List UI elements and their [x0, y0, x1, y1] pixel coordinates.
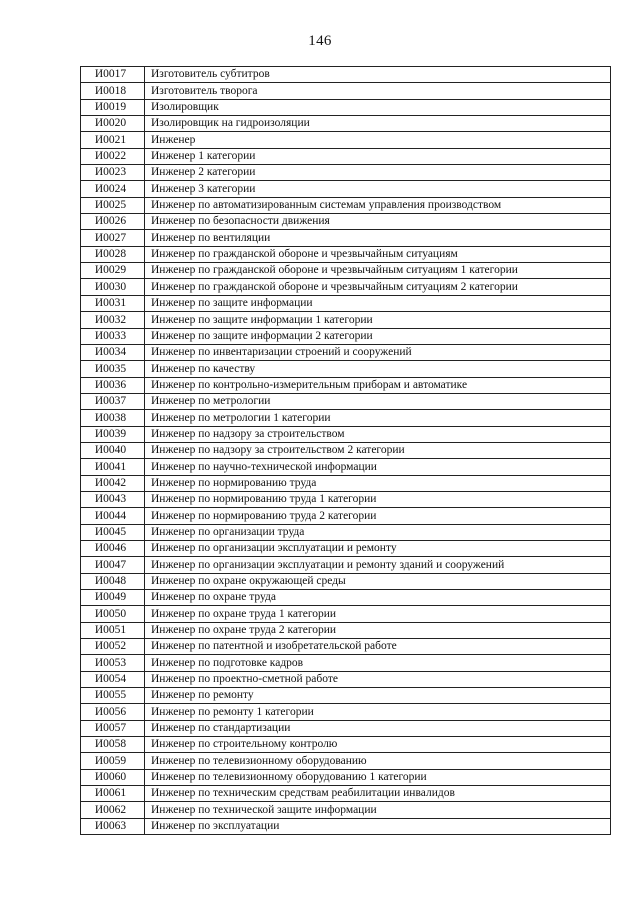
- profession-name-cell: Инженер по защите информации 2 категории: [145, 328, 611, 344]
- profession-code-cell: И0051: [81, 622, 145, 638]
- profession-code-cell: И0040: [81, 442, 145, 458]
- table-row: [81, 377, 611, 393]
- profession-code-cell: И0063: [81, 818, 145, 834]
- profession-code-cell: И0034: [81, 344, 145, 360]
- profession-code-cell: И0017: [81, 67, 145, 83]
- table-row: [81, 540, 611, 556]
- table-row: [81, 67, 611, 83]
- profession-code-cell: И0048: [81, 573, 145, 589]
- profession-name-cell: Инженер по техническим средствам реабилитации инвалидов: [145, 786, 611, 802]
- table-row: [81, 655, 611, 671]
- profession-name-cell: Инженер по организации эксплуатации и ремонту зданий и сооружений: [145, 557, 611, 573]
- profession-codes-table: [80, 66, 611, 835]
- profession-code-cell: И0029: [81, 263, 145, 279]
- profession-code-cell: И0032: [81, 312, 145, 328]
- profession-name-cell: Изолировщик: [145, 99, 611, 115]
- table-row: [81, 818, 611, 834]
- table-row: [81, 328, 611, 344]
- profession-code-cell: И0036: [81, 377, 145, 393]
- table-row: [81, 590, 611, 606]
- profession-code-cell: И0043: [81, 491, 145, 507]
- profession-code-cell: И0054: [81, 671, 145, 687]
- profession-code-cell: И0035: [81, 361, 145, 377]
- profession-name-cell: Инженер по нормированию труда 2 категории: [145, 508, 611, 524]
- profession-code-cell: И0058: [81, 737, 145, 753]
- profession-code-cell: И0056: [81, 704, 145, 720]
- profession-name-cell: Инженер по строительному контролю: [145, 737, 611, 753]
- profession-name-cell: Инженер по охране окружающей среды: [145, 573, 611, 589]
- profession-name-cell: Инженер по защите информации: [145, 295, 611, 311]
- profession-code-cell: И0062: [81, 802, 145, 818]
- profession-name-cell: Инженер по охране труда 1 категории: [145, 606, 611, 622]
- profession-code-cell: И0033: [81, 328, 145, 344]
- profession-code-cell: И0045: [81, 524, 145, 540]
- profession-name-cell: Инженер по гражданской обороне и чрезвычайным ситуациям 1 категории: [145, 263, 611, 279]
- table-row: [81, 295, 611, 311]
- profession-code-cell: И0019: [81, 99, 145, 115]
- profession-name-cell: Инженер по ремонту: [145, 688, 611, 704]
- profession-name-cell: Инженер по стандартизации: [145, 720, 611, 736]
- table-row: [81, 802, 611, 818]
- table-row: [81, 214, 611, 230]
- profession-code-cell: И0028: [81, 246, 145, 262]
- profession-code-cell: И0021: [81, 132, 145, 148]
- profession-name-cell: Инженер по патентной и изобретательской работе: [145, 639, 611, 655]
- profession-code-cell: И0047: [81, 557, 145, 573]
- profession-name-cell: Инженер по ремонту 1 категории: [145, 704, 611, 720]
- profession-name-cell: Инженер по нормированию труда 1 категории: [145, 491, 611, 507]
- profession-name-cell: Инженер по метрологии 1 категории: [145, 410, 611, 426]
- table-row: [81, 639, 611, 655]
- table-row: [81, 393, 611, 409]
- profession-name-cell: Инженер по надзору за строительством: [145, 426, 611, 442]
- profession-code-cell: И0052: [81, 639, 145, 655]
- profession-name-cell: Изготовитель субтитров: [145, 67, 611, 83]
- profession-code-cell: И0050: [81, 606, 145, 622]
- table-row: [81, 671, 611, 687]
- profession-code-cell: И0022: [81, 148, 145, 164]
- table-row: [81, 246, 611, 262]
- profession-name-cell: Инженер 1 категории: [145, 148, 611, 164]
- table-row: [81, 786, 611, 802]
- table-row: [81, 704, 611, 720]
- profession-code-cell: И0059: [81, 753, 145, 769]
- profession-name-cell: Инженер по нормированию труда: [145, 475, 611, 491]
- profession-code-cell: И0044: [81, 508, 145, 524]
- profession-code-cell: И0018: [81, 83, 145, 99]
- profession-code-cell: И0039: [81, 426, 145, 442]
- table-row: [81, 508, 611, 524]
- table-row: [81, 197, 611, 213]
- table-row: [81, 737, 611, 753]
- table-row: [81, 491, 611, 507]
- table-row: [81, 312, 611, 328]
- profession-code-cell: И0041: [81, 459, 145, 475]
- profession-code-cell: И0027: [81, 230, 145, 246]
- profession-name-cell: Инженер по автоматизированным системам управления производством: [145, 197, 611, 213]
- table-row: [81, 279, 611, 295]
- profession-code-cell: И0020: [81, 116, 145, 132]
- profession-code-cell: И0042: [81, 475, 145, 491]
- profession-code-cell: И0053: [81, 655, 145, 671]
- table-row: [81, 426, 611, 442]
- profession-code-cell: И0057: [81, 720, 145, 736]
- table-row: [81, 753, 611, 769]
- profession-code-cell: И0049: [81, 590, 145, 606]
- table-row: [81, 769, 611, 785]
- profession-name-cell: Инженер по надзору за строительством 2 категории: [145, 442, 611, 458]
- profession-name-cell: Инженер по телевизионному оборудованию 1 категории: [145, 769, 611, 785]
- table-row: [81, 344, 611, 360]
- table-row: [81, 557, 611, 573]
- table-row: [81, 165, 611, 181]
- profession-code-cell: И0024: [81, 181, 145, 197]
- table-row: [81, 606, 611, 622]
- profession-name-cell: Инженер 3 категории: [145, 181, 611, 197]
- table-row: [81, 475, 611, 491]
- table-row: [81, 459, 611, 475]
- table-row: [81, 99, 611, 115]
- profession-name-cell: Инженер по телевизионному оборудованию: [145, 753, 611, 769]
- table-body: [81, 67, 611, 835]
- profession-name-cell: Инженер по технической защите информации: [145, 802, 611, 818]
- profession-code-cell: И0055: [81, 688, 145, 704]
- profession-code-cell: И0038: [81, 410, 145, 426]
- profession-code-cell: И0030: [81, 279, 145, 295]
- table-row: [81, 442, 611, 458]
- table-row: [81, 132, 611, 148]
- table-row: [81, 263, 611, 279]
- table-row: [81, 181, 611, 197]
- table-row: [81, 688, 611, 704]
- profession-name-cell: Инженер по гражданской обороне и чрезвычайным ситуациям 2 категории: [145, 279, 611, 295]
- profession-name-cell: Инженер по организации эксплуатации и ремонту: [145, 540, 611, 556]
- profession-name-cell: Инженер по подготовке кадров: [145, 655, 611, 671]
- profession-name-cell: Инженер по эксплуатации: [145, 818, 611, 834]
- profession-name-cell: Инженер по защите информации 1 категории: [145, 312, 611, 328]
- table-row: [81, 573, 611, 589]
- profession-name-cell: Инженер по инвентаризации строений и сооружений: [145, 344, 611, 360]
- table-row: [81, 83, 611, 99]
- profession-name-cell: Инженер 2 категории: [145, 165, 611, 181]
- profession-name-cell: Изготовитель творога: [145, 83, 611, 99]
- table-row: [81, 720, 611, 736]
- table-row: [81, 361, 611, 377]
- page-number: 146: [308, 33, 332, 49]
- profession-name-cell: Инженер по проектно-сметной работе: [145, 671, 611, 687]
- profession-name-cell: Инженер по охране труда 2 категории: [145, 622, 611, 638]
- profession-name-cell: Инженер по научно-технической информации: [145, 459, 611, 475]
- profession-code-cell: И0025: [81, 197, 145, 213]
- profession-code-cell: И0060: [81, 769, 145, 785]
- profession-code-cell: И0031: [81, 295, 145, 311]
- profession-code-cell: И0061: [81, 786, 145, 802]
- profession-name-cell: Инженер по качеству: [145, 361, 611, 377]
- profession-name-cell: Инженер по вентиляции: [145, 230, 611, 246]
- profession-name-cell: Инженер по метрологии: [145, 393, 611, 409]
- profession-code-cell: И0037: [81, 393, 145, 409]
- table-row: [81, 410, 611, 426]
- profession-name-cell: Инженер по организации труда: [145, 524, 611, 540]
- profession-name-cell: Изолировщик на гидроизоляции: [145, 116, 611, 132]
- profession-name-cell: Инженер по безопасности движения: [145, 214, 611, 230]
- profession-code-cell: И0026: [81, 214, 145, 230]
- table-row: [81, 524, 611, 540]
- profession-code-cell: И0046: [81, 540, 145, 556]
- table-row: [81, 622, 611, 638]
- table-row: [81, 230, 611, 246]
- table-row: [81, 116, 611, 132]
- profession-name-cell: Инженер: [145, 132, 611, 148]
- profession-name-cell: Инженер по гражданской обороне и чрезвычайным ситуациям: [145, 246, 611, 262]
- profession-code-cell: И0023: [81, 165, 145, 181]
- table-row: [81, 148, 611, 164]
- profession-name-cell: Инженер по контрольно-измерительным приборам и автоматике: [145, 377, 611, 393]
- profession-name-cell: Инженер по охране труда: [145, 590, 611, 606]
